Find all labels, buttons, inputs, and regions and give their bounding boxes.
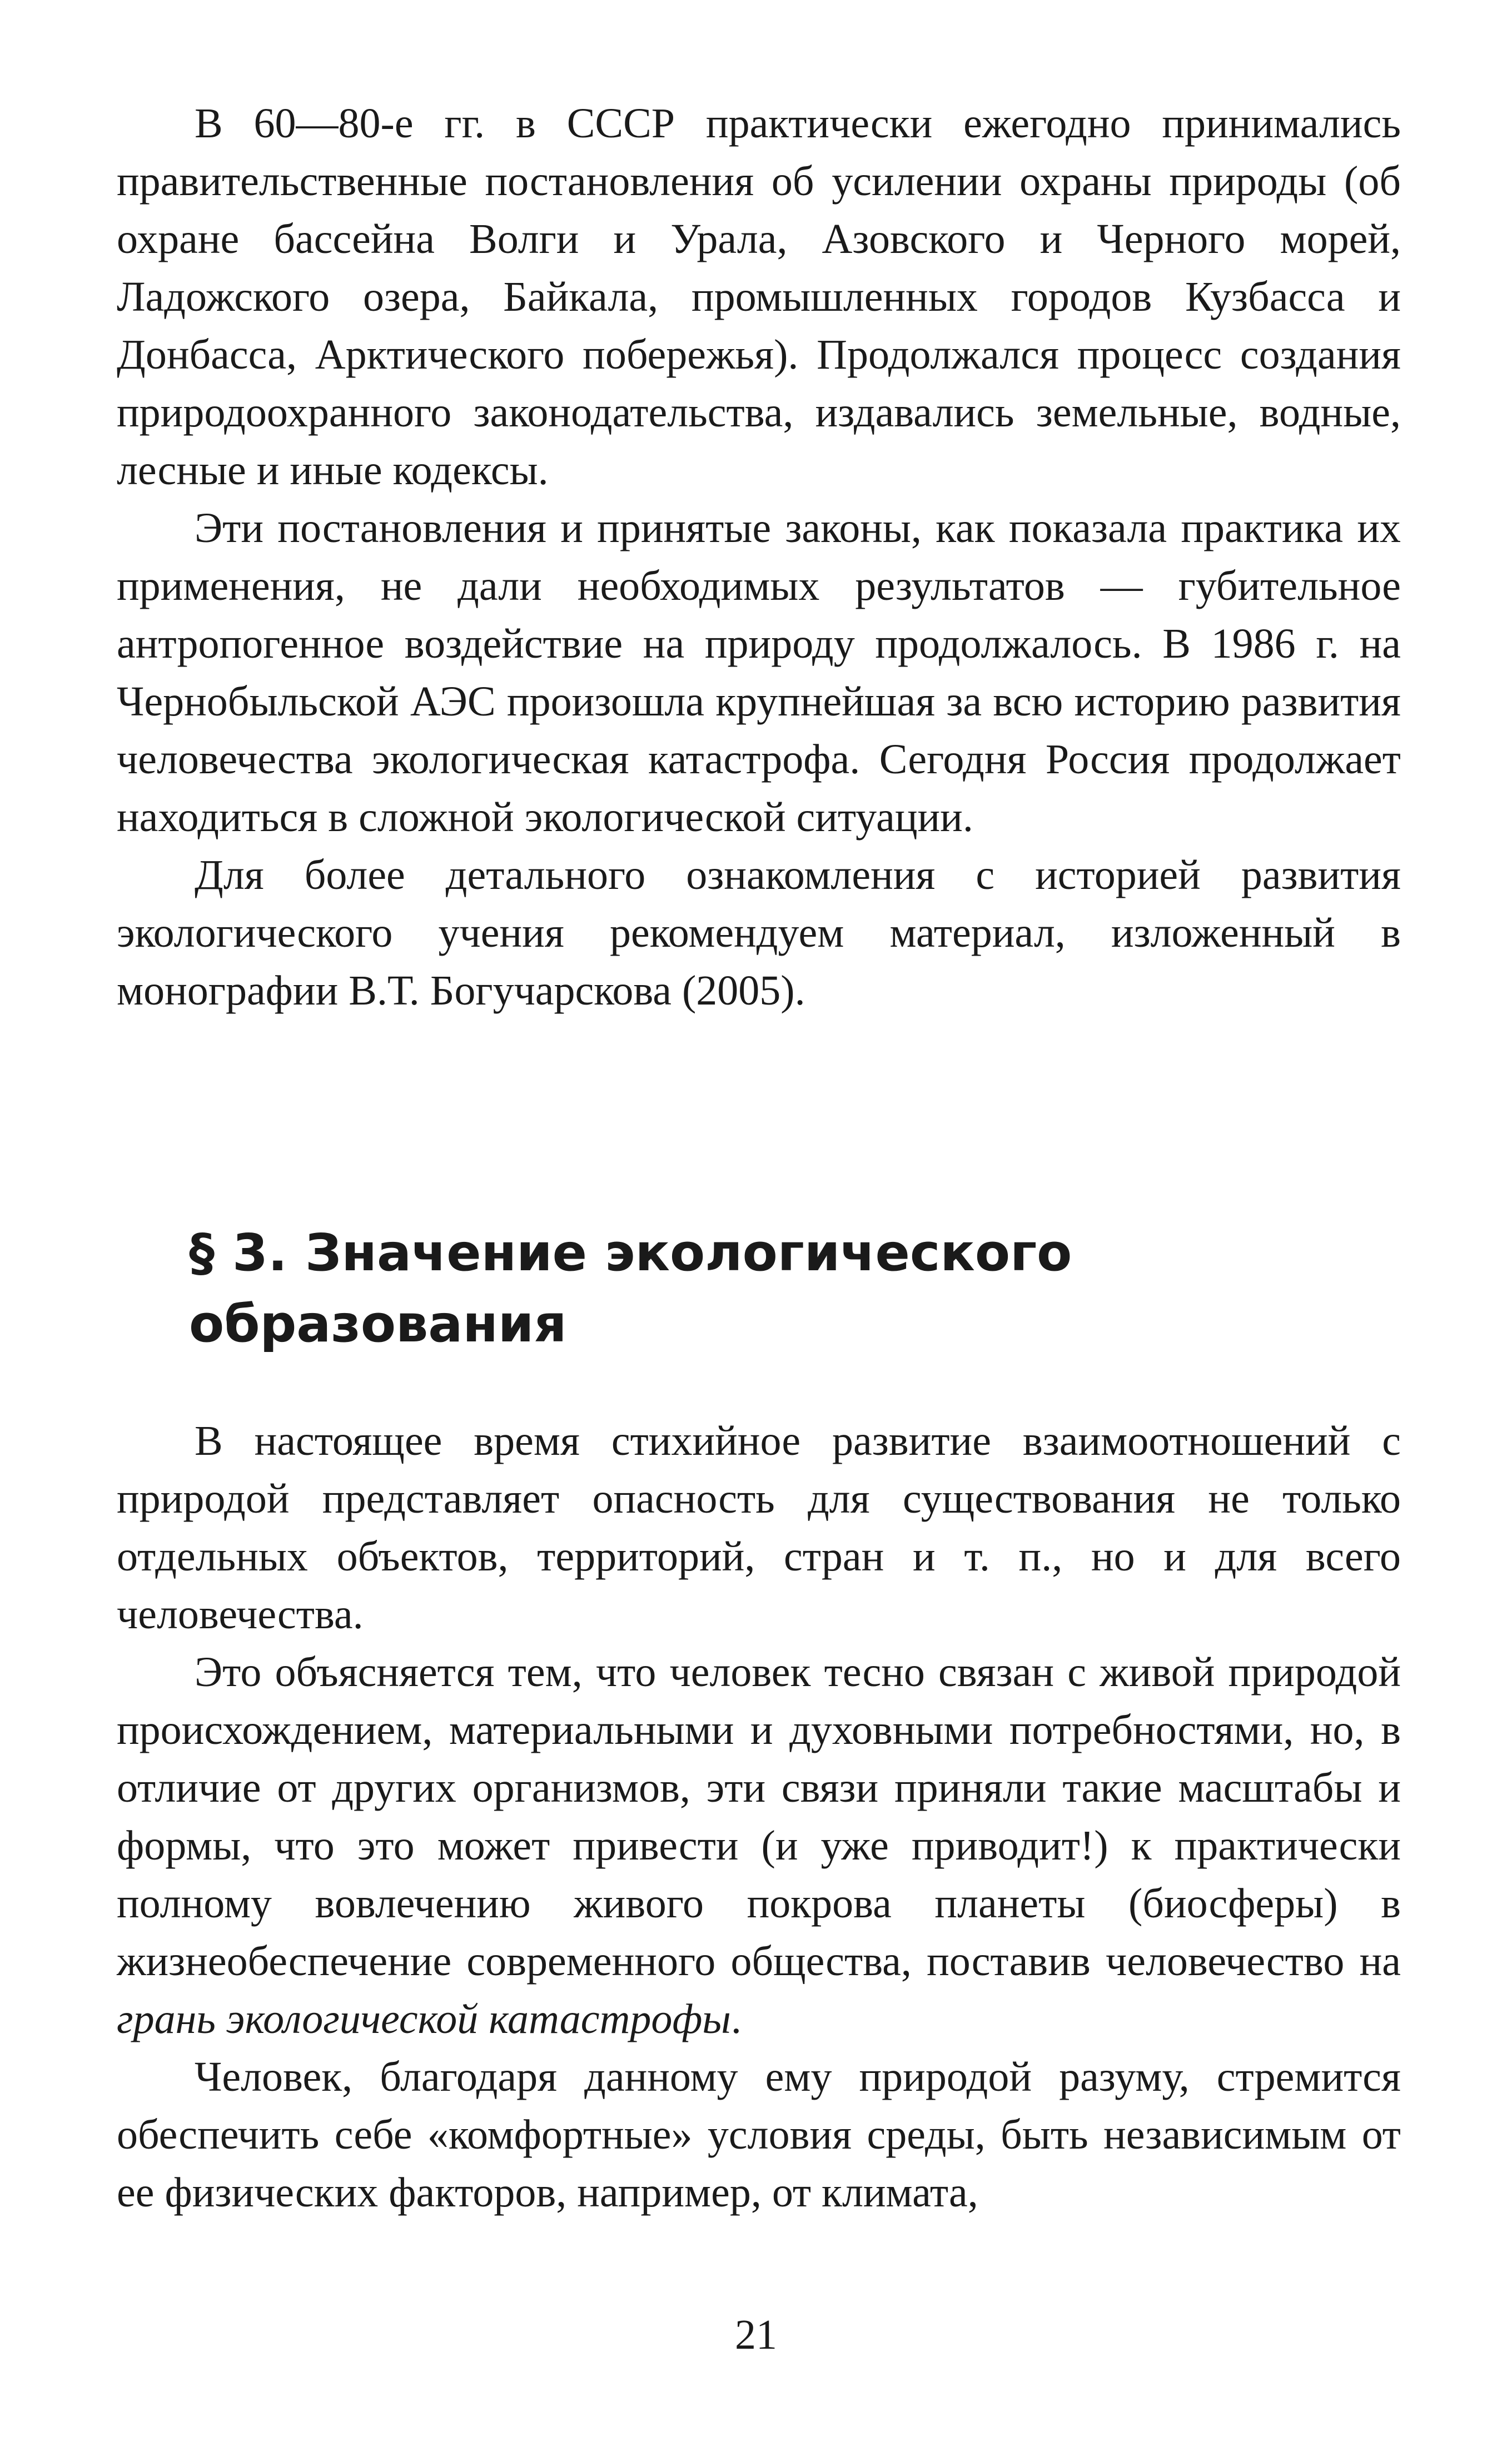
section-heading-line-1: § 3. Значение экологического [189, 1223, 1072, 1282]
paragraph-chernobyl: Эти постановления и принятые законы, как показала практика их применения, не дали необходимых результатов — губительное антропогенное воздействие на природу продолжалось. В 1986 г. на Чернобыльской АЭС произошла крупнейшая за всю историю развития человечества экологическая катастрофа. Сегодня Россия продолжает находиться в сложной экологической ситуации. [117, 505, 1401, 841]
page-number: 21 [735, 2311, 777, 2358]
text-section-education [117, 1412, 1401, 2221]
emphasis-ecological-catastrophe: грань экологической катастрофы [117, 1996, 731, 2042]
paragraph-human-nature-link-text: Это объясняется тем, что человек тесно связан с живой природой происхождением, материальными и духовными потребностями, но, в отличие от других организмов, эти связи приняли такие масштабы и формы, что это может привести (и уже приводит!) к практически полному вовлечению живого покрова планеты (биосферы) в жизнеобеспечение современного общества, поставив человечество на [117, 1649, 1401, 1985]
paragraph-human-nature-link [117, 1643, 1401, 2048]
paragraph-human-comfort: Человек, благодаря данному ему природой разуму, стремится обеспечить себе «комфортные» условия среды, быть независимым от ее физических факторов, например, от климата, [117, 2054, 1401, 2216]
text-section-history [117, 95, 1401, 1020]
paragraph-monograph-reference: Для более детального ознакомления с историей развития экологического учения рекомендуем материал, изложенный в монографии В.Т. Богучарскова (2005). [117, 852, 1401, 1014]
section-heading-line-2: образования [189, 1294, 567, 1354]
paragraph-spontaneous-development: В настоящее время стихийное развитие взаимоотношений с природой представляет опасность для существования не только отдельных объектов, территорий, стран и т. п., но и для всего человечества. [117, 1418, 1401, 1638]
paragraph-ussr-resolutions: В 60—80-е гг. в СССР практически ежегодно принимались правительственные постановления об усилении охраны природы (об охране бассейна Волги и Урала, Азовского и Черного морей, Ладожского озера, Байкала, промышленных городов Кузбасса и Донбасса, Арктического побережья). Продолжался процесс создания природоохранного законодательства, издавались земельные, водные, лесные и иные кодексы. [117, 100, 1401, 494]
paragraph-human-nature-link-end: . [730, 1996, 742, 2042]
section-heading [189, 1217, 1356, 1360]
